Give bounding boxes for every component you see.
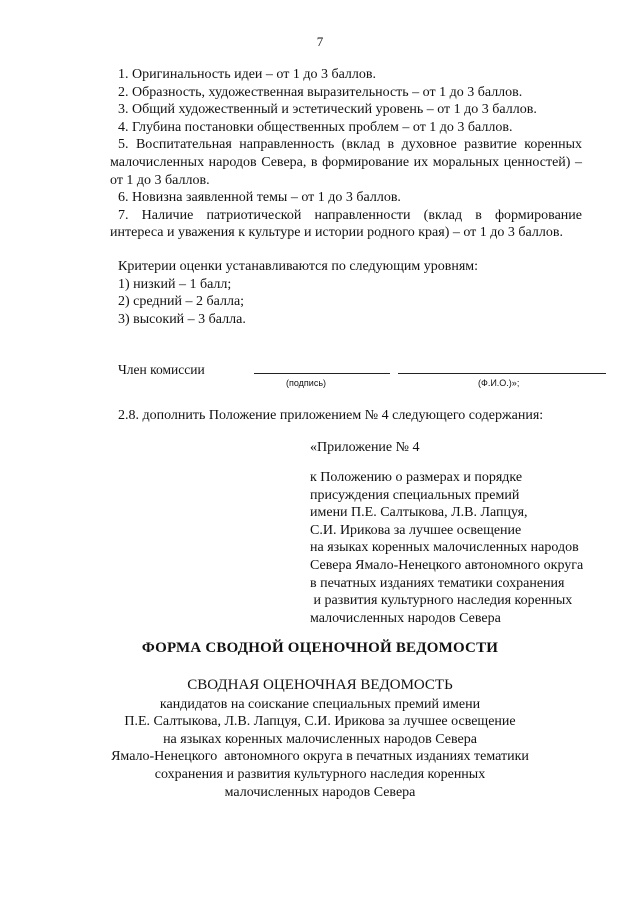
statement-line: кандидатов на соискание специальных премий имени	[159, 696, 481, 712]
signature-caption: (подпись)	[286, 378, 327, 388]
criterion-line: 2. Образность, художественная выразительность – от 1 до 3 баллов.	[118, 84, 523, 100]
criterion-line: 3. Общий художественный и эстетический уровень – от 1 до 3 баллов.	[118, 102, 537, 118]
criterion-line: 7. Наличие патриотической направленности (вклад в формирование	[118, 207, 582, 223]
criterion-line: 1. Оригинальность идеи – от 1 до 3 баллов.	[118, 67, 377, 82]
levels-intro: Критерии оценки устанавливаются по следующим уровням:	[118, 259, 479, 274]
criterion-line: интереса и уважения к культуре и истории родного края) – от 1 до 3 баллов.	[110, 225, 563, 241]
criterion-item	[110, 119, 582, 137]
evaluation-levels	[118, 258, 478, 328]
criterion-line: 6. Новизна заявленной темы – от 1 до 3 баллов.	[118, 190, 401, 206]
criterion-line: от 1 до 3 баллов.	[110, 172, 210, 188]
signature-label: Член комиссии	[118, 362, 205, 377]
criterion-item	[110, 136, 582, 189]
signature-line	[254, 373, 390, 374]
criterion-item	[110, 66, 582, 84]
criterion-line: 4. Глубина постановки общественных проблем – от 1 до 3 баллов.	[118, 119, 513, 135]
name-line	[398, 373, 606, 374]
level-item: 2) средний – 2 балла;	[118, 294, 245, 310]
criterion-line: малочисленных народов Севера, в формирование их моральных ценностей) –	[110, 154, 582, 170]
appendix-line: Севера Ямало-Ненецкого автономного округа	[310, 557, 584, 573]
appendix-reference	[310, 469, 610, 627]
appendix-line: присуждения специальных премий	[310, 487, 520, 503]
statement-line: малочисленных народов Севера	[224, 784, 416, 800]
criterion-item	[110, 84, 582, 102]
statement-line: П.Е. Салтыкова, Л.В. Лапцуя, С.И. Ирикова за лучшее освещение	[124, 714, 516, 730]
statement-line: сохранения и развития культурного наследия коренных	[154, 766, 486, 782]
evaluation-criteria-list	[110, 66, 582, 242]
appendix-line: малочисленных народов Севера	[310, 610, 501, 626]
appendix-line: и развития культурного наследия коренных	[310, 593, 573, 609]
criterion-item	[110, 207, 582, 242]
form-title: ФОРМА СВОДНОЙ ОЦЕНОЧНОЙ ВЕДОМОСТИ	[141, 640, 499, 656]
level-item: 1) низкий – 1 балл;	[118, 276, 232, 292]
appendix-title: «Приложение № 4	[310, 440, 420, 455]
appendix-line: в печатных изданиях тематики сохранения	[310, 575, 565, 591]
amendment-text: 2.8. дополнить Положение приложением № 4 следующего содержания:	[118, 408, 544, 423]
statement-heading: СВОДНАЯ ОЦЕНОЧНАЯ ВЕДОМОСТЬ	[187, 677, 453, 693]
name-caption: (Ф.И.О.)»;	[478, 378, 520, 388]
level-item: 3) высокий – 3 балла.	[118, 311, 246, 327]
appendix-line: на языках коренных малочисленных народов	[310, 540, 579, 556]
appendix-line: к Положению о размерах и порядке	[310, 470, 523, 485]
appendix-line: С.И. Ирикова за лучшее освещение	[310, 522, 522, 538]
criterion-line: 5. Воспитательная направленность (вклад в духовное развитие коренных	[118, 137, 582, 153]
page-number: 7	[316, 34, 324, 49]
criterion-item	[110, 189, 582, 207]
statement-line: на языках коренных малочисленных народов Севера	[163, 731, 477, 747]
appendix-line: имени П.Е. Салтыкова, Л.В. Лапцуя,	[310, 505, 528, 521]
statement-line: Ямало-Ненецкого автономного округа в печатных изданиях тематики	[111, 749, 529, 765]
statement-header	[0, 677, 640, 801]
criterion-item	[110, 101, 582, 119]
